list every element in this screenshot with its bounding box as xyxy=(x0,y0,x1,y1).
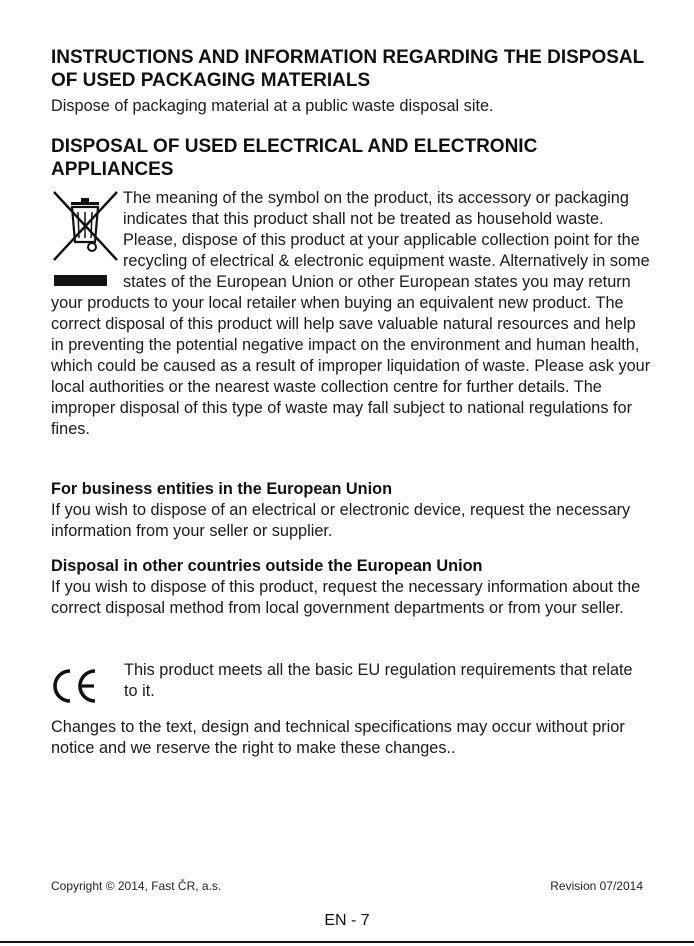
copyright: Copyright © 2014, Fast ČR, a.s. xyxy=(51,879,222,893)
weee-disposal-text: The meaning of the symbol on the product, its accessory or packaging indicates that this product shall not be treated as household waste. Please, dispose of this product at your applicable collection point for the recycling of electrical & electronic equipment waste. Alternatively in some states of the European Union or other European states you may return your products to your local retailer when buying an equivalent new product. The correct disposal of this product will help save valuable natural resources and help in preventing the potential negative impact on the environment and human health, which could be caused as a result of improper liquidation of waste. Please ask your local authorities or the nearest waste collection centre for further details. The improper disposal of this type of waste may fall subject to national regulations for fines. xyxy=(51,189,651,438)
eu-business-text: If you wish to dispose of an electrical or electronic device, request the necessary information from your seller or supplier. xyxy=(51,501,631,540)
eu-business-heading: For business entities in the European Union xyxy=(51,480,393,498)
bottom-divider xyxy=(0,941,694,943)
weee-disposal-heading: DISPOSAL OF USED ELECTRICAL AND ELECTRONIC APPLIANCES xyxy=(51,136,538,180)
ce-compliance-text: This product meets all the basic EU regulation requirements that relate to it. xyxy=(124,661,633,700)
packaging-disposal-text: Dispose of packaging material at a public waste disposal site. xyxy=(51,97,494,115)
crossed-out-wheelie-bin-icon xyxy=(51,188,121,288)
ce-mark-icon xyxy=(51,668,99,704)
non-eu-disposal-text: If you wish to dispose of this product, request the necessary information about the correct disposal method from local government departments or from your seller. xyxy=(51,578,641,617)
changes-notice: Changes to the text, design and technical specifications may occur without prior notice and we reserve the right to make these changes.. xyxy=(51,718,625,757)
weee-section xyxy=(51,188,651,440)
non-eu-disposal-heading: Disposal in other countries outside the European Union xyxy=(51,557,483,575)
revision: Revision 07/2014 xyxy=(550,879,643,893)
page-number: EN - 7 xyxy=(324,912,370,929)
packaging-disposal-heading: INSTRUCTIONS AND INFORMATION REGARDING THE DISPOSAL OF USED PACKAGING MATERIALS xyxy=(51,47,644,91)
